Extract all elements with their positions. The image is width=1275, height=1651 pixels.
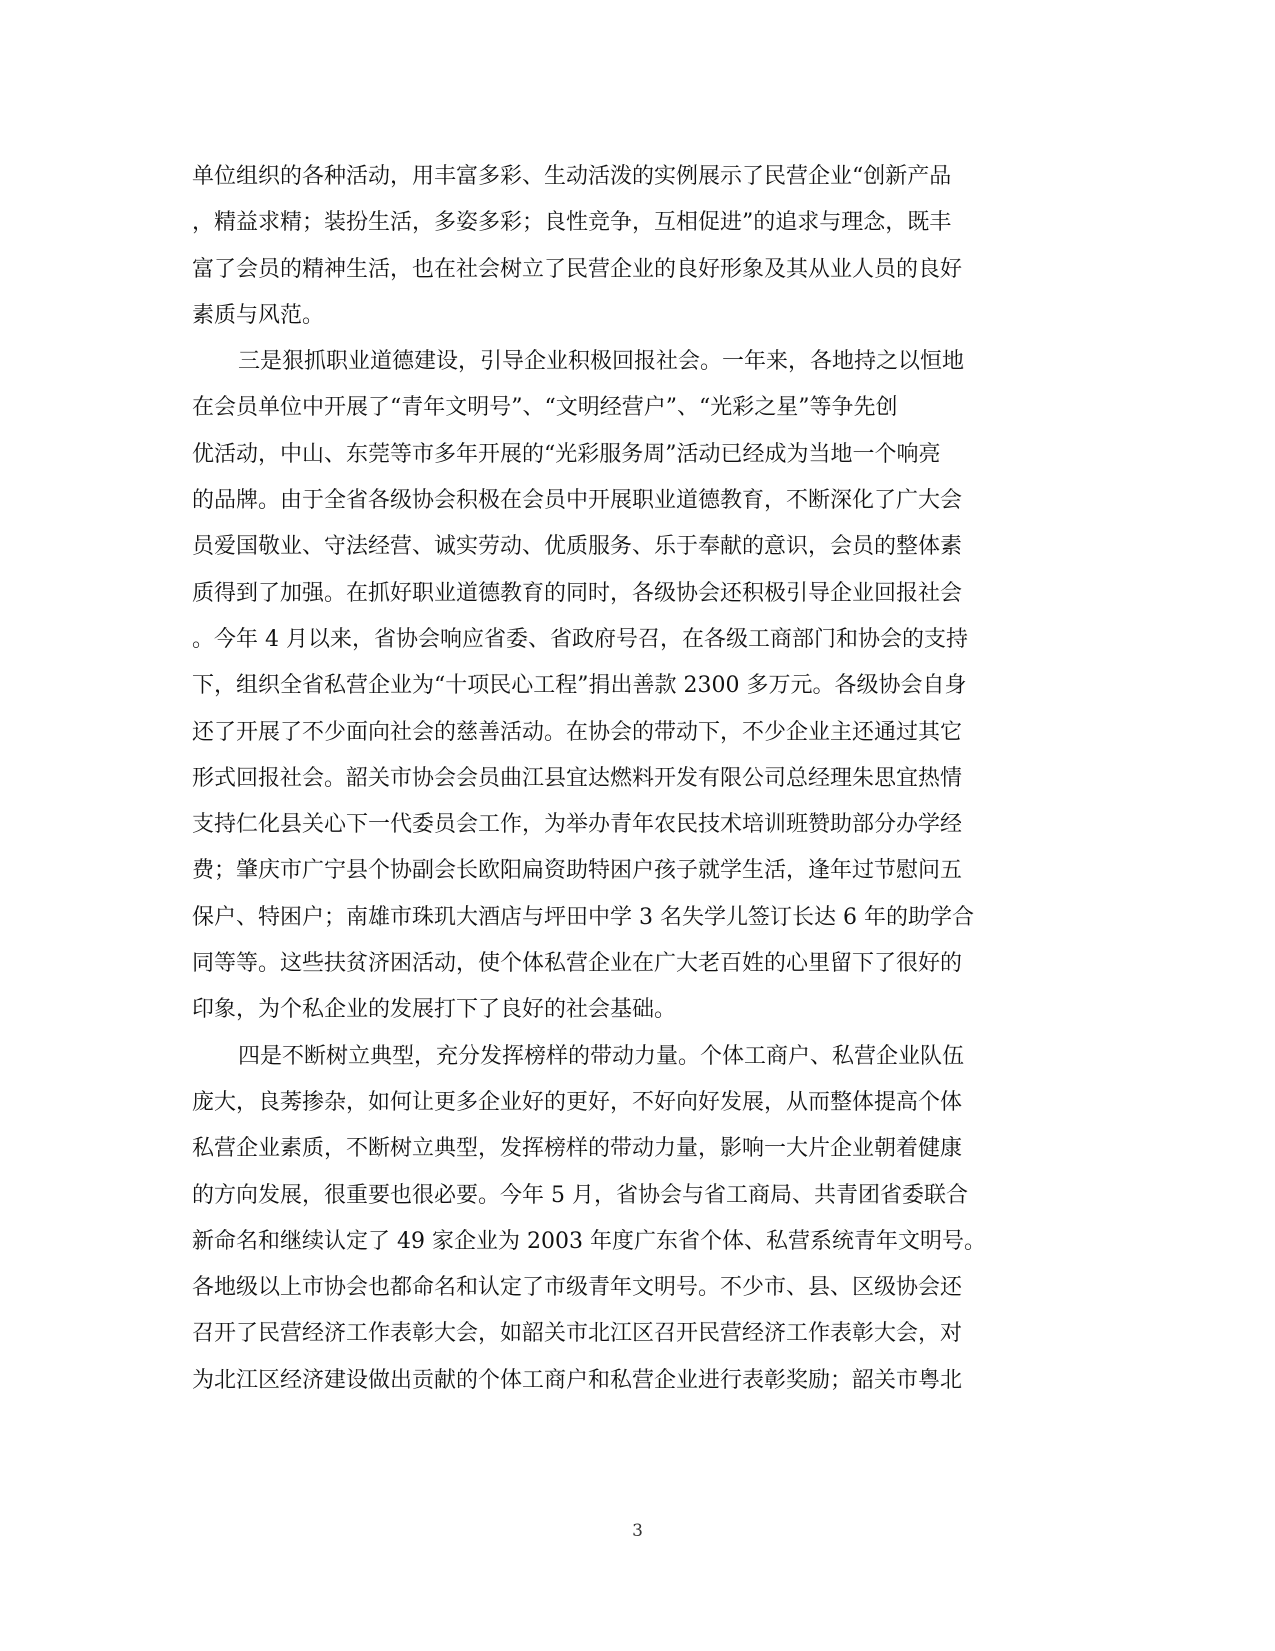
text-line: 支持仁化县关心下一代委员会工作，为举办青年农民技术培训班赞助部分办学经 <box>192 812 963 838</box>
text-line: 。今年 4 月以来，省协会响应省委、省政府号召，在各级工商部门和协会的支持 <box>192 626 968 652</box>
text-line: 质得到了加强。在抓好职业道德教育的同时，各级协会还积极引导企业回报社会 <box>192 580 963 606</box>
text-line: 还了开展了不少面向社会的慈善活动。在协会的带动下，不少企业主还通过其它 <box>192 719 963 745</box>
text-line: 私营企业素质，不断树立典型，发挥榜样的带动力量，影响一大片企业朝着健康 <box>192 1136 963 1162</box>
text-line: ，精益求精；装扮生活，多姿多彩；良性竞争，互相促进”的追求与理念，既丰 <box>192 210 952 236</box>
text-line: 召开了民营经济工作表彰大会，如韶关市北江区召开民营经济工作表彰大会，对 <box>192 1321 963 1347</box>
text-line: 新命名和继续认定了 49 家企业为 2003 年度广东省个体、私营系统青年文明号。 <box>192 1228 986 1254</box>
text-line: 保户、特困户；南雄市珠玑大酒店与坪田中学 3 名失学儿签订长达 6 年的助学合 <box>192 904 974 930</box>
text-line: 的品牌。由于全省各级协会积极在会员中开展职业道德教育，不断深化了广大会 <box>192 488 963 514</box>
text-line: 庞大，良莠掺杂，如何让更多企业好的更好，不好向好发展，从而整体提高个体 <box>192 1089 963 1115</box>
text-line: 的方向发展，很重要也很必要。今年 5 月，省协会与省工商局、共青团省委联合 <box>192 1182 968 1208</box>
page-number: 3 <box>632 1521 643 1541</box>
text-line: 优活动，中山、东莞等市多年开展的“光彩服务周”活动已经成为当地一个响亮 <box>192 441 941 467</box>
text-line: 各地级以上市协会也都命名和认定了市级青年文明号。不少市、县、区级协会还 <box>192 1275 963 1301</box>
text-line: 为北江区经济建设做出贡献的个体工商户和私营企业进行表彰奖励；韶关市粤北 <box>192 1367 963 1393</box>
text-line: 费；肇庆市广宁县个协副会长欧阳扁资助特困户孩子就学生活，逢年过节慰问五 <box>192 858 963 884</box>
body-text <box>192 154 1072 1404</box>
text-line: 素质与风范。 <box>192 302 325 328</box>
text-line: 同等等。这些扶贫济困活动，使个体私营企业在广大老百姓的心里留下了很好的 <box>192 951 963 977</box>
text-line: 印象，为个私企业的发展打下了良好的社会基础。 <box>192 997 677 1023</box>
text-line: 单位组织的各种活动，用丰富多彩、生动活泼的实例展示了民营企业“创新产品 <box>192 164 952 189</box>
text-line: 富了会员的精神生活，也在社会树立了民营企业的良好形象及其从业人员的良好 <box>192 256 963 282</box>
text-line: 形式回报社会。韶关市协会会员曲江县宜达燃料开发有限公司总经理朱思宜热情 <box>192 765 963 791</box>
paragraph-start-line: 三是狠抓职业道德建设，引导企业积极回报社会。一年来，各地持之以恒地 <box>238 349 965 375</box>
text-line: 在会员单位中开展了“青年文明号”、“文明经营户”、“光彩之星”等争先创 <box>192 395 898 421</box>
text-line: 下，组织全省私营企业为“十项民心工程”捐出善款 2300 多万元。各级协会自身 <box>192 673 967 699</box>
text-line: 员爱国敬业、守法经营、诚实劳动、优质服务、乐于奉献的意识，会员的整体素 <box>192 534 963 560</box>
paragraph-start-line: 四是不断树立典型，充分发挥榜样的带动力量。个体工商户、私营企业队伍 <box>238 1043 965 1069</box>
